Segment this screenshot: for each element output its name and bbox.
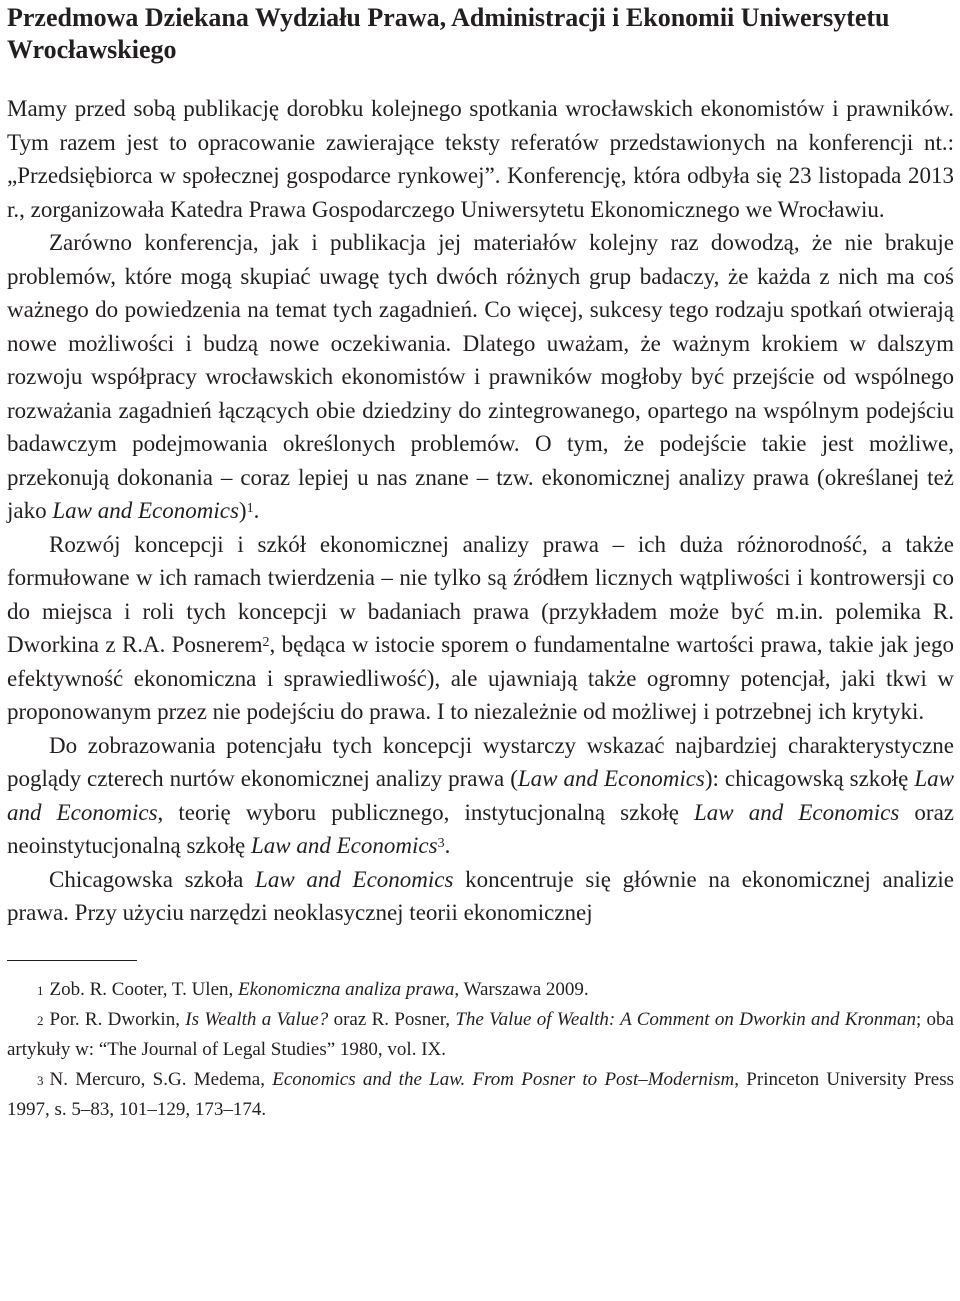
footnote-1-italic: Ekonomiczna analiza prawa (238, 978, 455, 1000)
paragraph-5-text-a: Chicagowska szkoła (49, 866, 256, 892)
footnote-1-text-b: , Warszawa 2009. (454, 978, 589, 1000)
footnote-2-text-a: Por. R. Dworkin, (49, 1008, 186, 1030)
page-title: Przedmowa Dziekana Wydziału Prawa, Administracji i Ekonomii Uniwersytetu Wrocławskiego (7, 3, 890, 64)
footnote-3-number: 3 (37, 1072, 44, 1088)
paragraph-4-italic-1: Law and Economics (517, 766, 705, 791)
footnote-2 (7, 1005, 954, 1065)
paragraph-4-italic-2: Law and Economics (7, 766, 954, 825)
paragraph-4-text-c: , teorię wyboru publicznego, instytucjonalną szkołę (157, 799, 695, 825)
footnote-1 (7, 975, 954, 1005)
footnote-ref-1[interactable]: 1 (246, 501, 254, 516)
paragraph-4-text-b: ): chicagowską szkołę (704, 766, 915, 791)
paragraph-4-text-a: Do zobrazowania potencjału tych koncepcji wystarczy wskazać najbardziej charakterystyczne poglądy czterech nurtów ekonomicznej analizy prawa ( (7, 732, 954, 791)
paragraph-5-text-b: koncentruje się głównie na ekonomicznej analizie prawa. Przy użyciu narzędzi neoklasycznej teorii ekonomicznej (7, 866, 954, 925)
footnote-3-text-a: N. Mercuro, S.G. Medema, (49, 1068, 273, 1090)
paragraph-4-italic-3: Law and Economics (694, 799, 900, 825)
paragraph-3-text-a: Rozwój koncepcji i szkół ekonomicznej analizy prawa – ich duża różnorodność, a także formułowane w ich ramach twierdzenia – nie tylko są źródłem licznych wątpliwości i kontrowersji co do miejsca i roli tych koncepcji w badaniach prawa (przykładem może być m.in. polemika R. Dworkina z R.A. Posnerem (7, 531, 954, 657)
paragraph-5 (7, 863, 954, 930)
paragraph-1: Mamy przed sobą publikację dorobku kolejnego spotkania wrocławskich ekonomistów i prawników. Tym razem jest to opracowanie zawierające teksty referatów przedstawionych na konferencji nt.: „Przedsiębiorca w społecznej gospodarce rynkowej”. Konferencję, która odbyła się 23 listopada 2013 r., zorganizowała Katedra Prawa Gospodarczego Uniwersytetu Ekonomicznego we Wrocławiu. (7, 96, 954, 222)
footnote-3-text-b: , Princeton University Press 1997, s. 5–83, 101–129, 173–174. (7, 1068, 954, 1120)
footnote-ref-2[interactable]: 2 (262, 635, 270, 650)
paragraph-4-dot: . (444, 833, 451, 858)
footnote-divider (7, 960, 137, 961)
footnotes (7, 975, 954, 1125)
footnote-3-italic: Economics and the Law. From Posner to Post–Modernism (272, 1068, 735, 1090)
paragraph-2-text: Zarówno konferencja, jak i publikacja jej materiałów kolejny raz dowodzą, że nie brakuje problemów, które mogą skupiać uwagę tych dwóch różnych grup badaczy, że każda z nich ma coś ważnego do powiedzenia na temat tych zagadnień. Co więcej, sukcesy tego rodzaju spotkań otwierają nowe możliwości i budzą nowe oczekiwania. Dlatego uważam, że ważnym krokiem w dalszym rozwoju współpracy wrocławskich ekonomistów i prawników mogłoby być przejście od wspólnego rozważania zagadnień łączących obie dziedziny do zintegrowanego, opartego na wspólnym podejściu badawczym podejmowania określonych problemów. O tym, że podejście takie jest możliwe, przekonują dokonania – coraz lepiej u nas znane – tzw. ekonomicznej analizy prawa (określanej też jako (7, 230, 954, 523)
paragraph-4-text-d: oraz neoinstytucjonalną szkołę (7, 799, 954, 858)
footnote-ref-3[interactable]: 3 (437, 836, 445, 851)
footnote-2-text-c: ; oba artykuły w: “The Journal of Legal Studies” 1980, vol. IX. (7, 1008, 954, 1060)
paragraph-4 (7, 729, 954, 863)
footnote-1-text-a: Zob. R. Cooter, T. Ulen, (49, 978, 239, 1000)
paragraph-3-text-b: , będąca w istocie sporem o fundamentalne wartości prawa, takie jak jego efektywność ekonomiczna i sprawiedliwość), ale ujawniają także ogromny potencjał, jaki tkwi w proponowanym przez nie podejściu do prawa. I to niezależnie od możliwej i potrzebnej ich krytyki. (7, 632, 954, 724)
paragraph-2-close: ) (238, 498, 247, 523)
footnote-2-number: 2 (37, 1012, 44, 1028)
footnote-2-italic-2: The Value of Wealth: A Comment on Dworkin and Kronman (455, 1008, 916, 1030)
footnote-3 (7, 1065, 954, 1125)
footnote-2-italic-1: Is Wealth a Value? (185, 1008, 329, 1030)
paragraph-2-dot: . (253, 498, 260, 523)
paragraph-2 (7, 226, 954, 528)
document-body (7, 92, 954, 930)
footnote-2-text-b: oraz R. Posner, (328, 1008, 456, 1030)
footnote-1-number: 1 (37, 982, 44, 998)
paragraph-3 (7, 528, 954, 729)
paragraph-2-italic: Law and Economics (52, 498, 239, 523)
paragraph-4-italic-4: Law and Economics (251, 833, 438, 858)
paragraph-5-italic: Law and Economics (255, 866, 454, 892)
